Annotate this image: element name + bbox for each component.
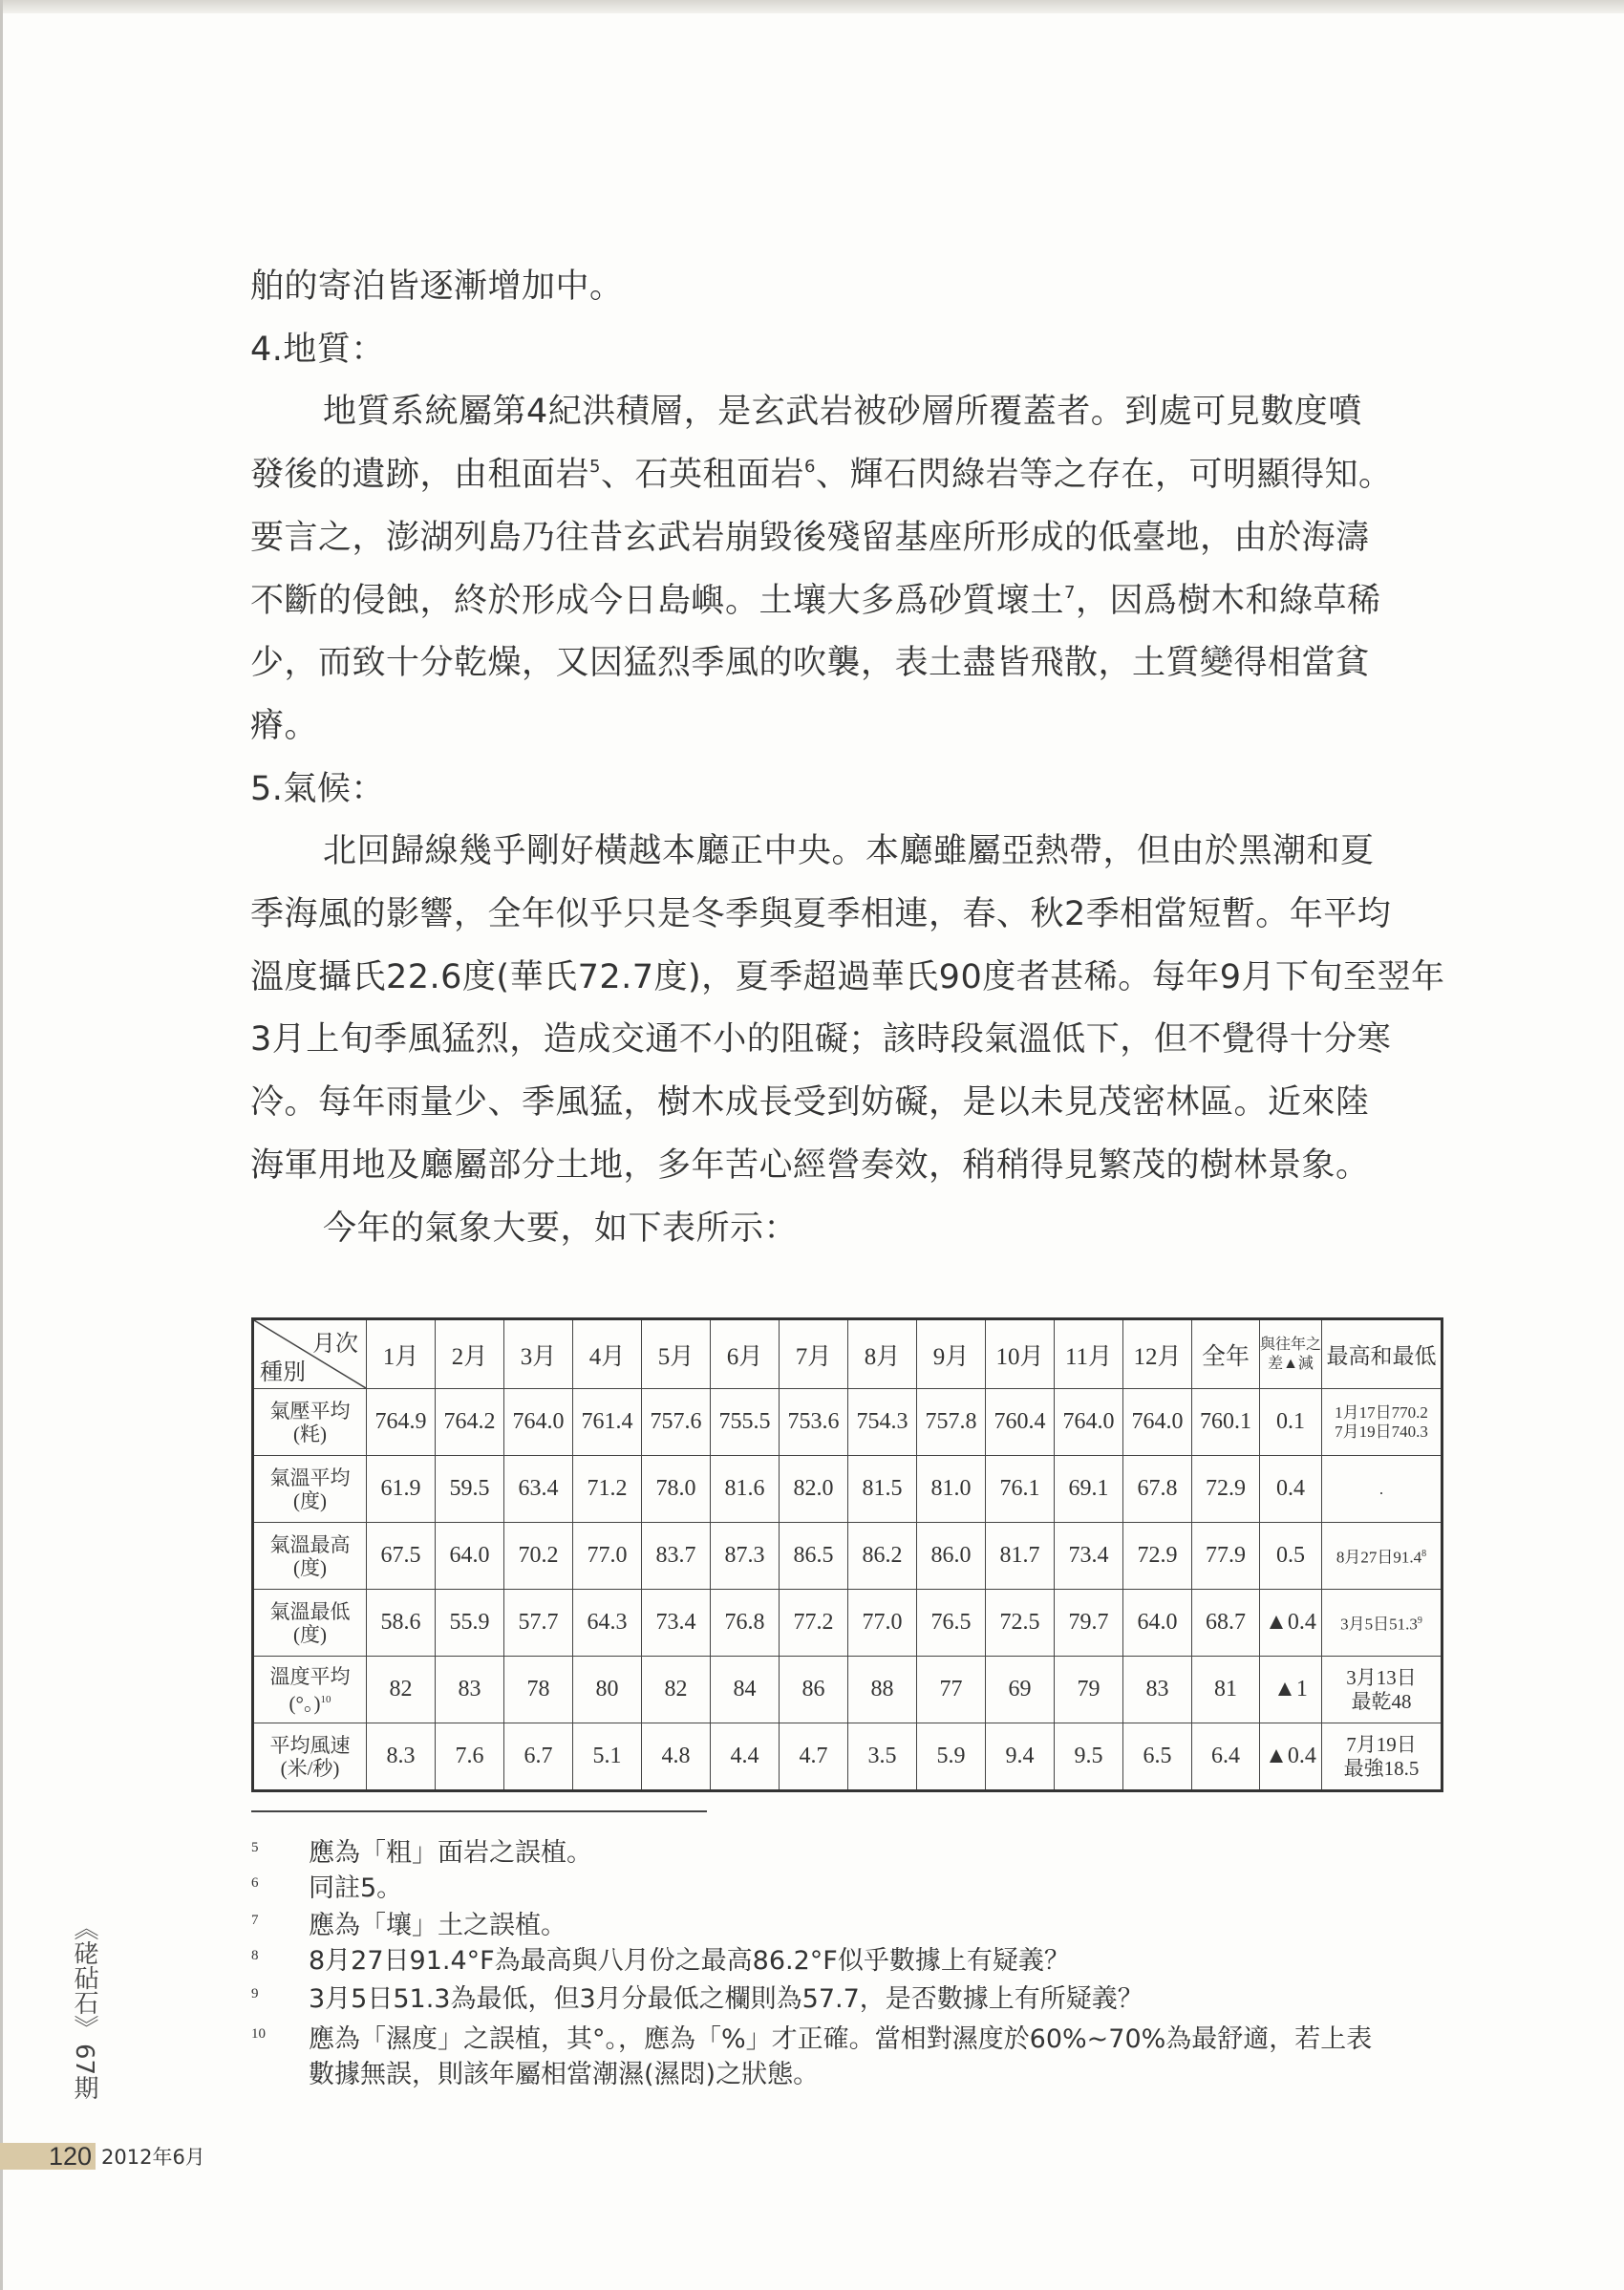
text-segment: 、石英租面岩	[600, 456, 804, 495]
body-line	[250, 268, 624, 306]
footnote-text	[309, 1874, 402, 1903]
table-row	[253, 1590, 1442, 1657]
body-line	[250, 1020, 1391, 1059]
value-cell: 69.1	[1055, 1456, 1123, 1523]
value-cell: 72.9	[1192, 1456, 1260, 1523]
body-line	[250, 707, 318, 745]
extreme-line	[1322, 1423, 1441, 1442]
footnote-ref: 9	[1417, 1615, 1422, 1626]
diff-cell: 0.1	[1260, 1389, 1322, 1456]
body-line	[323, 1209, 798, 1248]
table-row	[253, 1723, 1442, 1791]
row-label	[253, 1456, 367, 1523]
footnote-text	[309, 1912, 566, 1940]
value-cell: 77.0	[848, 1590, 917, 1657]
footnote-ref: 8	[1421, 1548, 1427, 1559]
month-header: 11月	[1055, 1319, 1123, 1389]
row-label-line: (米/秒)	[280, 1756, 340, 1780]
row-label-line: 氣壓平均	[269, 1399, 351, 1423]
value-cell: 77.9	[1192, 1523, 1260, 1590]
corner-category-label: 種別	[260, 1360, 306, 1385]
value-cell: 84	[711, 1657, 780, 1723]
value-cell: 81.0	[917, 1456, 986, 1523]
footnote-text	[309, 1839, 592, 1868]
text-segment: 季海風的影響，全年似乎只是冬季與夏季相連，春、秋2季相當短暫。年平均	[250, 895, 1392, 933]
value-cell: 67.5	[367, 1523, 436, 1590]
text-segment: 海軍用地及廳屬部分土地，多年苦心經營奏效，稍稍得見繁茂的樹林景象。	[250, 1145, 1370, 1185]
value-cell: 80	[573, 1657, 642, 1723]
value-cell: 68.7	[1192, 1590, 1260, 1657]
footnote-line: 同註5。	[309, 1873, 403, 1903]
body-line	[323, 393, 1362, 431]
value-cell: 72.5	[986, 1590, 1055, 1657]
row-label-line: (粍)	[293, 1422, 327, 1445]
value-cell: 6.7	[504, 1723, 573, 1791]
row-label-line-wrap	[254, 1688, 366, 1715]
value-cell: 67.8	[1123, 1456, 1192, 1523]
extreme-line	[1322, 1666, 1441, 1690]
body-line	[250, 895, 1391, 933]
row-label	[253, 1389, 367, 1456]
value-cell: 82	[642, 1657, 711, 1723]
value-cell: 86.5	[780, 1523, 848, 1590]
value-cell: 78	[504, 1657, 573, 1723]
extreme-line	[1322, 1545, 1441, 1568]
value-cell: 757.8	[917, 1389, 986, 1456]
text-segment: 瘠。	[250, 706, 319, 745]
row-label-line: 氣溫最高	[269, 1532, 351, 1556]
value-cell: 86	[780, 1657, 848, 1723]
text-segment: 、輝石閃綠岩等之存在，可明顯得知。	[815, 456, 1393, 495]
extreme-line	[1322, 1612, 1441, 1635]
value-cell: 4.8	[642, 1723, 711, 1791]
text-segment: 冷。每年雨量少、季風猛，樹木成長受到妨礙，是以未見茂密林區。近來陸	[250, 1083, 1370, 1123]
value-cell: 761.4	[573, 1389, 642, 1456]
body-line	[250, 958, 1444, 996]
month-header: 12月	[1123, 1319, 1192, 1389]
footnote-number: 10	[251, 2026, 266, 2042]
value-cell: 6.5	[1123, 1723, 1192, 1791]
value-cell: 71.2	[573, 1456, 642, 1523]
extreme-cell	[1322, 1456, 1442, 1523]
value-cell: 9.4	[986, 1723, 1055, 1791]
footnote-ref: 7	[1064, 582, 1076, 603]
value-cell: 3.5	[848, 1723, 917, 1791]
value-cell: 760.1	[1192, 1389, 1260, 1456]
value-cell: 7.6	[436, 1723, 504, 1791]
value-cell: 81	[1192, 1657, 1260, 1723]
value-cell: 76.8	[711, 1590, 780, 1657]
extreme-line	[1322, 1757, 1441, 1781]
value-cell: 57.7	[504, 1590, 573, 1657]
text-segment: 溫度攝氏22.6度(華氏72.7度)，夏季超過華氏90度者甚稀。每年9月下旬至翌年	[250, 957, 1445, 996]
footnote-number: 9	[251, 1986, 259, 2001]
month-header: 3月	[504, 1319, 573, 1389]
value-cell: 754.3	[848, 1389, 917, 1456]
value-cell: 5.9	[917, 1723, 986, 1791]
value-cell: 77.0	[573, 1523, 642, 1590]
value-cell: 77.2	[780, 1590, 848, 1657]
text-segment: 地質系統屬第4紀洪積層，是玄武岩被砂層所覆蓋者。到處可見數度噴	[323, 393, 1362, 432]
month-header: 9月	[917, 1319, 986, 1389]
footnote-number: 5	[251, 1840, 259, 1855]
table-header-row	[253, 1319, 1442, 1389]
extreme-cell	[1322, 1389, 1442, 1456]
text-segment: 今年的氣象大要，如下表所示：	[323, 1209, 799, 1248]
value-cell: 79.7	[1055, 1590, 1123, 1657]
value-cell: 764.0	[1123, 1389, 1192, 1456]
month-header: 5月	[642, 1319, 711, 1389]
value-cell: 83.7	[642, 1523, 711, 1590]
month-header: 2月	[436, 1319, 504, 1389]
value-cell: 81.5	[848, 1456, 917, 1523]
value-cell: 88	[848, 1657, 917, 1723]
extreme-line	[1322, 1480, 1441, 1499]
footnote-number: 6	[251, 1875, 259, 1891]
value-cell: 64.0	[436, 1523, 504, 1590]
value-cell: 4.4	[711, 1723, 780, 1791]
value-cell: 9.5	[1055, 1723, 1123, 1791]
row-label-line: (度)	[293, 1555, 327, 1579]
value-cell: 81.6	[711, 1456, 780, 1523]
footnote-divider	[251, 1810, 707, 1812]
footnote-text	[309, 1985, 1143, 2014]
footnote-number: 7	[251, 1913, 259, 1928]
value-cell: 79	[1055, 1657, 1123, 1723]
value-cell: 83	[1123, 1657, 1192, 1723]
table-row	[253, 1389, 1442, 1456]
journal-title-vertical	[67, 1915, 101, 2100]
value-cell: 753.6	[780, 1389, 848, 1456]
footnote-ref: 6	[803, 457, 816, 478]
extreme-cell	[1322, 1590, 1442, 1657]
value-cell: 77	[917, 1657, 986, 1723]
body-line	[250, 582, 1380, 620]
row-label-line: 溫度平均	[269, 1664, 351, 1688]
value-cell: 69	[986, 1657, 1055, 1723]
diff-header-line: 差▲減	[1268, 1355, 1314, 1372]
footnote-number: 8	[251, 1948, 259, 1963]
text-segment: 不斷的侵蝕，終於形成今日島嶼。土壤大多爲砂質壞土	[250, 581, 1065, 620]
journal-title: 《硓砧石》	[70, 1915, 98, 2040]
month-header: 全年	[1192, 1319, 1260, 1389]
text-segment: 少，而致十分乾燥，又因猛烈季風的吹襲，表土盡皆飛散，土質變得相當貧	[250, 644, 1370, 683]
footnote-ref: 5	[589, 457, 601, 478]
diff-cell: ▲1	[1260, 1657, 1322, 1723]
extreme-text: 7月19日740.3	[1335, 1422, 1428, 1441]
scan-left-edge	[0, 0, 3, 2290]
footnote-line: 應為「濕度」之誤植，其°。，應為「%」才正確。當相對濕度於60%~70%為最舒適，若上表	[309, 2024, 1373, 2054]
row-label	[253, 1723, 367, 1791]
diff-cell: ▲0.4	[1260, 1590, 1322, 1657]
month-header: 8月	[848, 1319, 917, 1389]
value-cell: 87.3	[711, 1523, 780, 1590]
text-segment: 北回歸線幾乎剛好橫越本廳正中央。本廳雖屬亞熱帶，但由於黑潮和夏	[323, 832, 1375, 871]
diff-cell: 0.5	[1260, 1523, 1322, 1590]
diff-cell: ▲0.4	[1260, 1723, 1322, 1791]
value-cell: 58.6	[367, 1590, 436, 1657]
scan-top-band	[0, 0, 1624, 13]
month-header: 7月	[780, 1319, 848, 1389]
value-cell: 61.9	[367, 1456, 436, 1523]
footnote-line: 8月27日91.4°F為最高與八月份之最高86.2°F似乎數據上有疑義？	[309, 1946, 1070, 1976]
value-cell: 81.7	[986, 1523, 1055, 1590]
text-segment: 舶的寄泊皆逐漸增加中。	[250, 268, 624, 306]
value-cell: 82.0	[780, 1456, 848, 1523]
row-label-line: 平均風速	[269, 1733, 351, 1757]
value-cell: 76.5	[917, 1590, 986, 1657]
month-header: 10月	[986, 1319, 1055, 1389]
value-cell: 76.1	[986, 1456, 1055, 1523]
row-label-line: 氣溫平均	[269, 1466, 351, 1489]
value-cell: 70.2	[504, 1523, 573, 1590]
value-cell: 764.2	[436, 1389, 504, 1456]
body-line	[250, 519, 1370, 557]
issue-number: 67期	[70, 2044, 98, 2101]
extreme-line	[1322, 1733, 1441, 1757]
text-segment: 發後的遺跡，由租面岩	[250, 456, 590, 495]
footnote-text	[309, 1947, 1070, 1976]
value-cell: 64.3	[573, 1590, 642, 1657]
row-label	[253, 1523, 367, 1590]
month-header: 4月	[573, 1319, 642, 1389]
issue-date: 2012年6月	[101, 2146, 205, 2169]
diff-header-line: 與往年之	[1260, 1336, 1322, 1353]
footnote-text	[309, 2025, 1372, 2089]
value-cell: 59.5	[436, 1456, 504, 1523]
body-line	[250, 644, 1370, 682]
row-label-line: (度)	[293, 1622, 327, 1646]
extreme-text: 7月19日	[1346, 1732, 1417, 1756]
footnote-line: 3月5日51.3為最低，但3月分最低之欄則為57.7，是否數據上有所疑義？	[309, 1984, 1143, 2014]
value-cell: 86.2	[848, 1523, 917, 1590]
body-line	[323, 832, 1375, 870]
value-cell: 755.5	[711, 1389, 780, 1456]
corner-month-label: 月次	[312, 1332, 358, 1357]
value-cell: 8.3	[367, 1723, 436, 1791]
row-label-line: (度)	[293, 1488, 327, 1512]
month-header: 6月	[711, 1319, 780, 1389]
value-cell: 64.0	[1123, 1590, 1192, 1657]
extreme-cell	[1322, 1723, 1442, 1791]
body-line	[250, 1083, 1370, 1122]
extreme-text: 最乾48	[1351, 1689, 1412, 1713]
extreme-text: 最強18.5	[1343, 1756, 1420, 1780]
value-cell: 86.0	[917, 1523, 986, 1590]
weather-table	[251, 1317, 1443, 1792]
page-number: 120	[0, 2143, 96, 2170]
value-cell: 63.4	[504, 1456, 573, 1523]
extreme-line	[1322, 1690, 1441, 1714]
extreme-text: 3月13日	[1346, 1665, 1417, 1689]
value-cell: 764.9	[367, 1389, 436, 1456]
extreme-header: 最高和最低	[1322, 1319, 1442, 1389]
diff-cell: 0.4	[1260, 1456, 1322, 1523]
text-segment: 4.地質：	[250, 330, 385, 369]
row-label-line: 氣溫最低	[269, 1599, 351, 1623]
value-cell: 73.4	[1055, 1523, 1123, 1590]
extreme-text: 3月5日51.3	[1340, 1615, 1418, 1634]
value-cell: 55.9	[436, 1590, 504, 1657]
row-label	[253, 1590, 367, 1657]
value-cell: 73.4	[642, 1590, 711, 1657]
body-line	[250, 456, 1392, 494]
extreme-text: .	[1378, 1479, 1384, 1498]
diff-header	[1260, 1319, 1322, 1389]
month-header: 1月	[367, 1319, 436, 1389]
footnote-ref: 10	[320, 1693, 331, 1705]
table-row	[253, 1657, 1442, 1723]
body-line	[250, 770, 385, 808]
value-cell: 4.7	[780, 1723, 848, 1791]
table-row	[253, 1523, 1442, 1590]
row-label	[253, 1657, 367, 1723]
body-line	[250, 331, 385, 369]
footnote-line: 數據無誤，則該年屬相當潮濕(濕悶)之狀態。	[309, 2060, 820, 2089]
value-cell: 764.0	[504, 1389, 573, 1456]
extreme-cell	[1322, 1523, 1442, 1590]
table-row	[253, 1456, 1442, 1523]
row-label-line: (°。)	[288, 1691, 321, 1715]
value-cell: 5.1	[573, 1723, 642, 1791]
text-segment: 要言之，澎湖列島乃往昔玄武岩崩毀後殘留基座所形成的低臺地，由於海濤	[250, 518, 1370, 557]
extreme-text: 1月17日770.2	[1335, 1402, 1428, 1422]
text-segment: ，因爲樹木和綠草稀	[1075, 581, 1381, 620]
extreme-cell	[1322, 1657, 1442, 1723]
text-segment: 3月上旬季風猛烈，造成交通不小的阻礙；該時段氣溫低下，但不覺得十分寒	[250, 1020, 1392, 1059]
body-line	[250, 1146, 1370, 1185]
value-cell: 78.0	[642, 1456, 711, 1523]
text-segment: 5.氣候：	[250, 769, 385, 808]
footnote-line: 應為「粗」面岩之誤植。	[309, 1838, 592, 1868]
extreme-text: 8月27日91.4	[1336, 1548, 1422, 1567]
value-cell: 764.0	[1055, 1389, 1123, 1456]
value-cell: 82	[367, 1657, 436, 1723]
corner-header-cell	[253, 1319, 367, 1389]
extreme-line	[1322, 1403, 1441, 1423]
footnote-line: 應為「壤」土之誤植。	[309, 1911, 566, 1940]
value-cell: 83	[436, 1657, 504, 1723]
value-cell: 72.9	[1123, 1523, 1192, 1590]
value-cell: 757.6	[642, 1389, 711, 1456]
value-cell: 760.4	[986, 1389, 1055, 1456]
value-cell: 6.4	[1192, 1723, 1260, 1791]
